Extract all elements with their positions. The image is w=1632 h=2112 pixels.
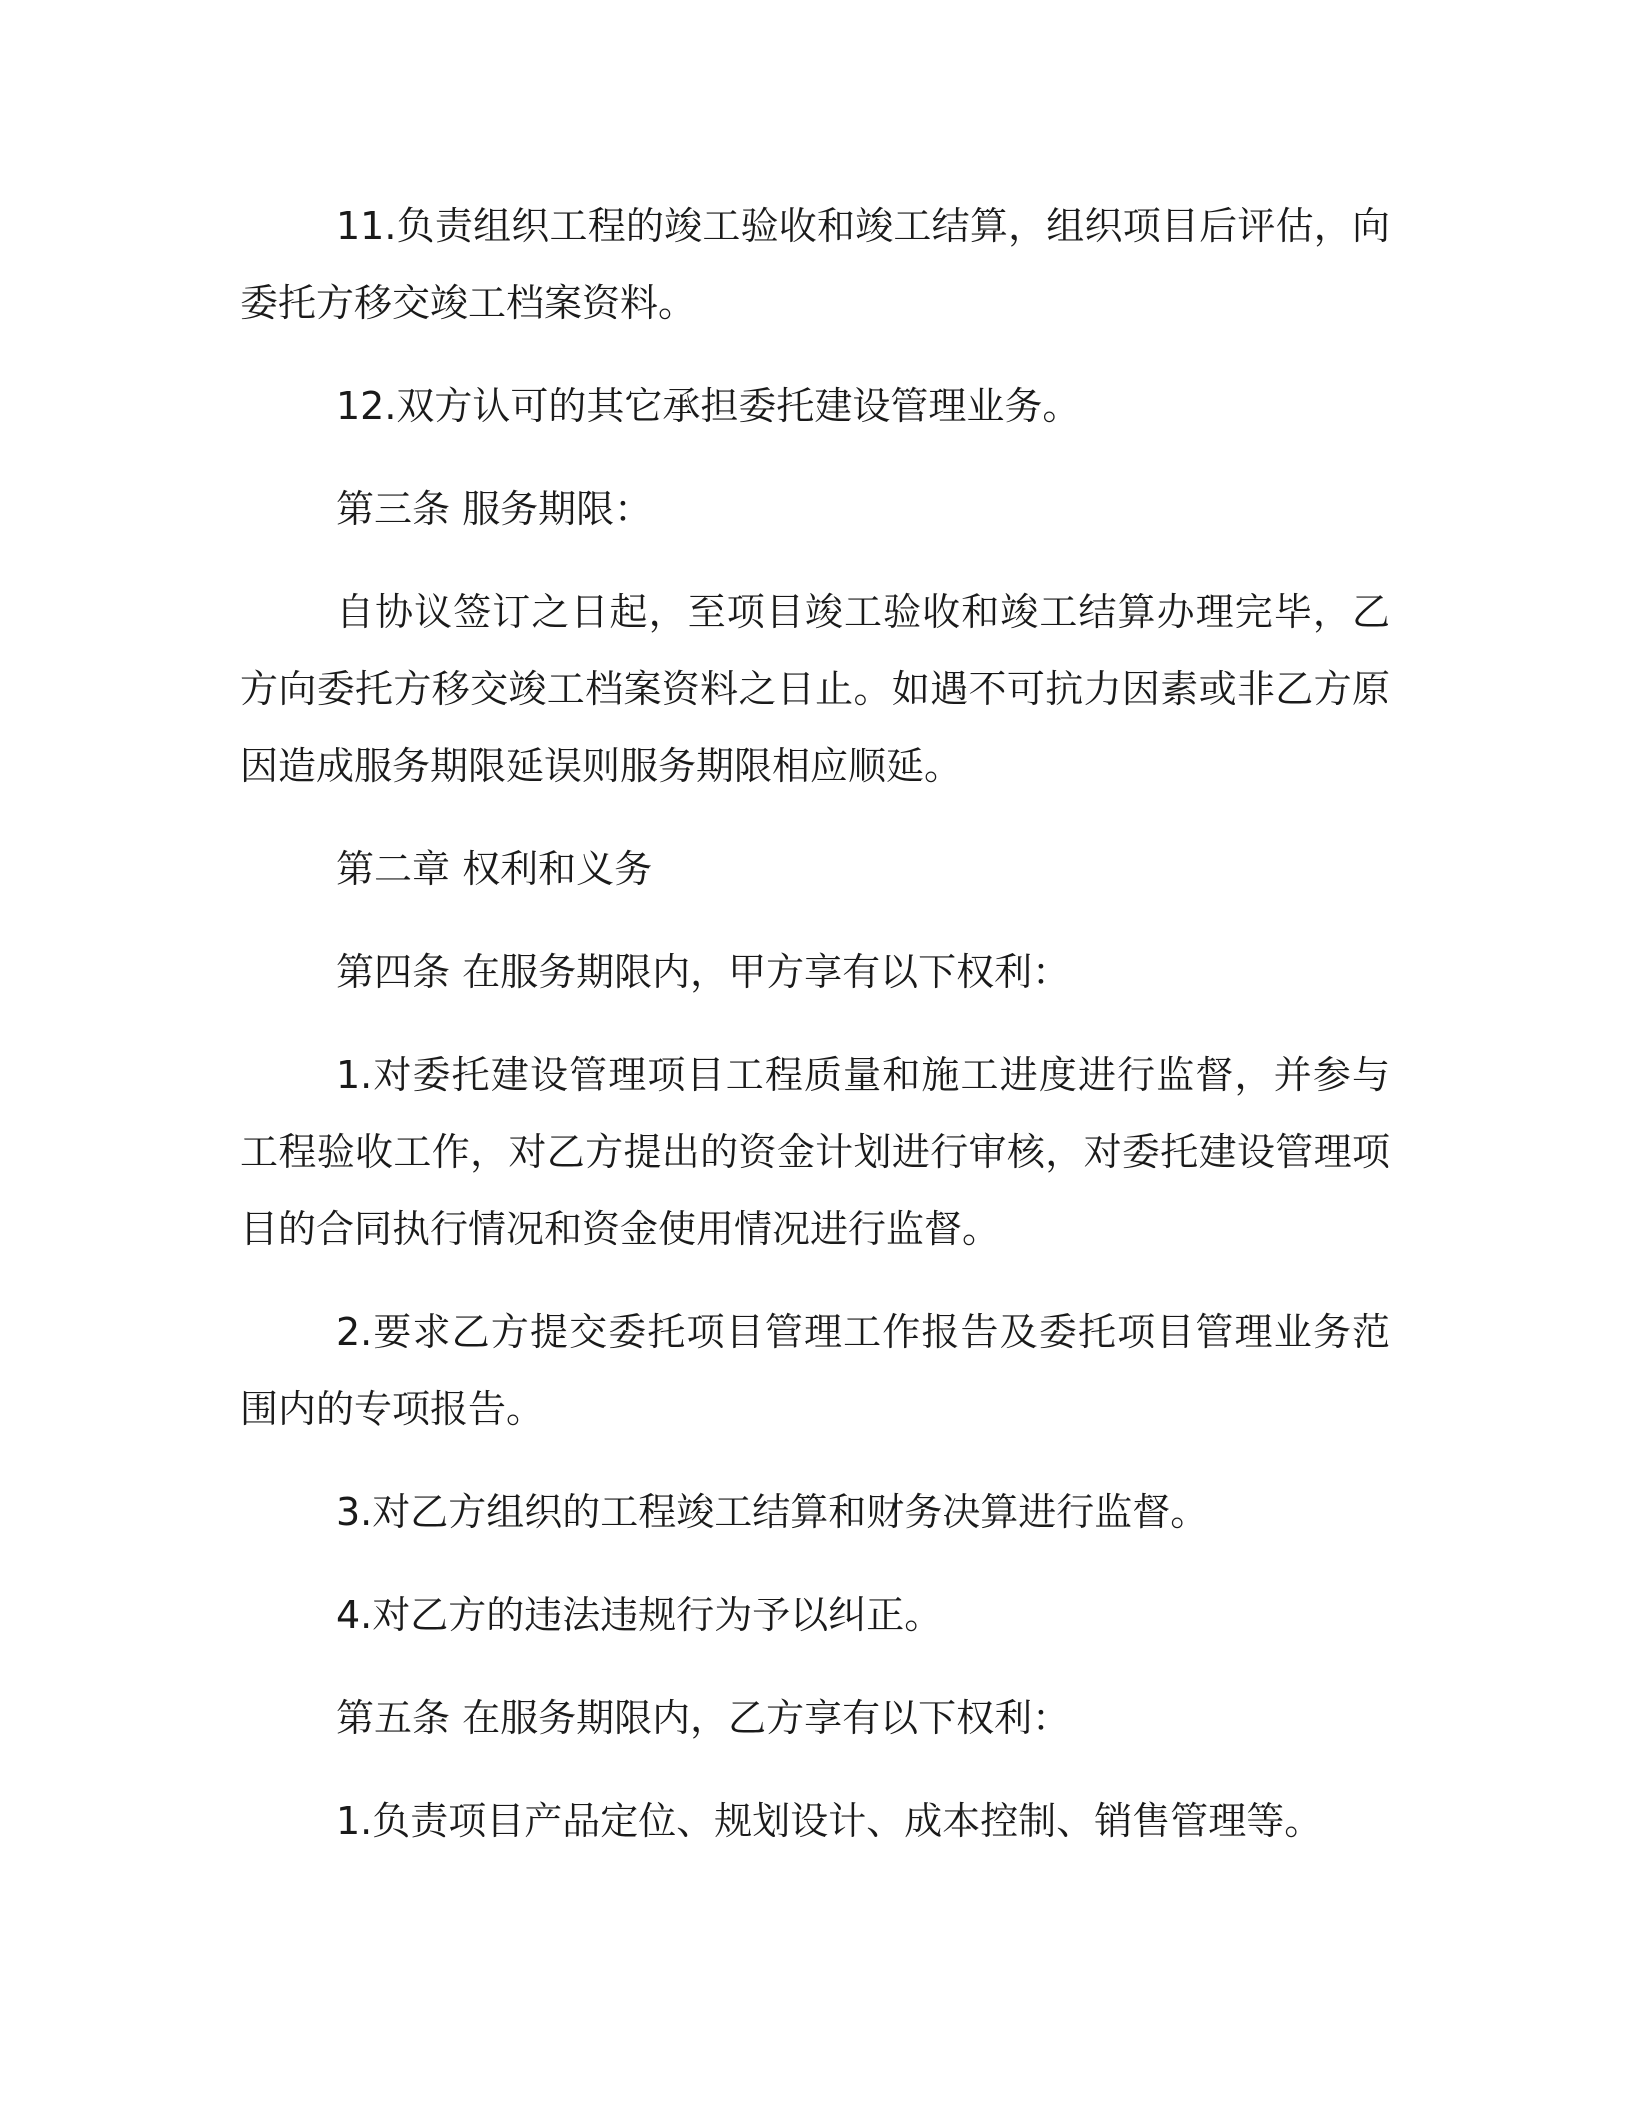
heading-chapter-2: 第二章 权利和义务 bbox=[336, 847, 653, 891]
heading-article-5: 第五条 在服务期限内，乙方享有以下权利： bbox=[336, 1696, 1071, 1740]
heading-article-3: 第三条 服务期限： bbox=[336, 487, 653, 531]
paragraph-party-a-right-1: 1.对委托建设管理项目工程质量和施工进度进行监督，并参与工程验收工作，对乙方提出的资金计划进行审核，对委托建设管理项目的合同执行情况和资金使用情况进行监督。 bbox=[240, 1053, 1390, 1251]
paragraph-party-a-right-4: 4.对乙方的违法违规行为予以纠正。 bbox=[336, 1593, 943, 1637]
paragraph-party-a-right-2: 2.要求乙方提交委托项目管理工作报告及委托项目管理业务范围内的专项报告。 bbox=[240, 1310, 1390, 1431]
paragraph-clause-12: 12.双方认可的其它承担委托建设管理业务。 bbox=[336, 384, 1081, 428]
heading-article-4: 第四条 在服务期限内，甲方享有以下权利： bbox=[336, 950, 1071, 994]
document-body bbox=[240, 188, 1390, 1886]
paragraph-party-b-right-1: 1.负责项目产品定位、规划设计、成本控制、销售管理等。 bbox=[336, 1799, 1323, 1843]
paragraph-party-a-right-3: 3.对乙方组织的工程竣工结算和财务决算进行监督。 bbox=[336, 1490, 1209, 1534]
paragraph-service-term: 自协议签订之日起，至项目竣工验收和竣工结算办理完毕，乙方向委托方移交竣工档案资料之日止。如遇不可抗力因素或非乙方原因造成服务期限延误则服务期限相应顺延。 bbox=[240, 590, 1390, 788]
paragraph-clause-11: 11.负责组织工程的竣工验收和竣工结算，组织项目后评估，向委托方移交竣工档案资料。 bbox=[240, 204, 1390, 325]
